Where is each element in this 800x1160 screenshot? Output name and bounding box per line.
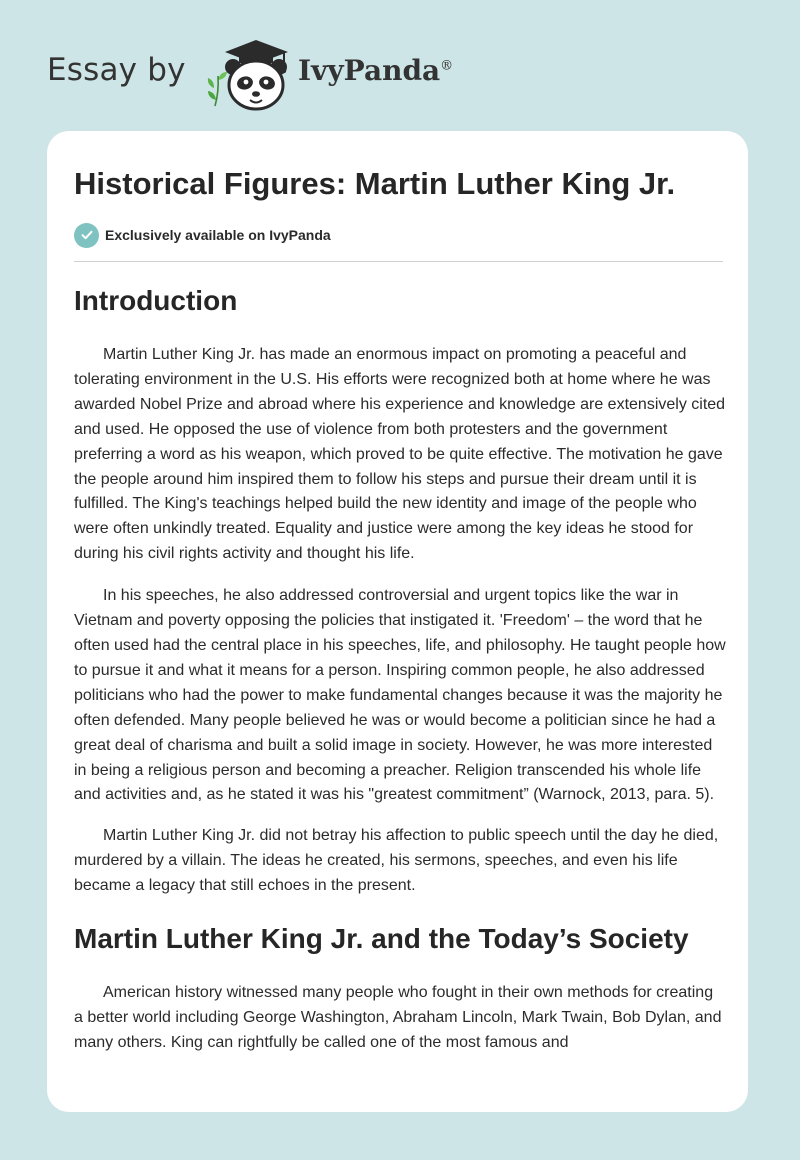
- essay-card: [47, 131, 748, 1112]
- brand-name-text: IvyPanda: [298, 54, 441, 87]
- paragraph: In his speeches, he also addressed controversial and urgent topics like the war in Vietnam and poverty opposing the policies that instigated it. 'Freedom' – the word that he often used had the central place in his speeches, life, and philosophy. He taught people how to pursue it and what it means for a person. Inspiring common people, he also addressed politicians who had the power to make fundamental changes because it was the majority he often defended. Many people believed he was or would become a politician since he had a great deal of charisma and built a solid image in society. However, he was more interested in being a religious person and becoming a preacher. Religion transcended his whole life and activities and, as he stated it was his "greatest commitment” (Warnock, 2013, para. 5).: [74, 587, 726, 804]
- paragraph: American history witnessed many people who fought in their own methods for creating a better world including George Washington, Abraham Lincoln, Mark Twain, Bob Dylan, and many others. King can rightfully be called one of the most famous and: [74, 984, 722, 1051]
- essay-body: [74, 281, 726, 1056]
- check-circle-icon: [74, 223, 99, 248]
- divider: [74, 261, 723, 262]
- paragraph: Martin Luther King Jr. did not betray his affection to public speech until the day he died, murdered by a villain. The ideas he created, his sermons, speeches, and even his life became a legacy that still echoes in the present.: [74, 827, 719, 895]
- exclusive-badge: [74, 222, 331, 248]
- brand-name[interactable]: [298, 54, 453, 87]
- registered-mark: ®: [440, 58, 454, 74]
- panda-graduate-icon[interactable]: [202, 36, 294, 112]
- paragraph: Martin Luther King Jr. has made an enormous impact on promoting a peaceful and tolerating environment in the U.S. His efforts were recognized both at home where he was awarded Nobel Prize and abroad where his experience and knowledge are extensively cited and used. He opposed the use of violence from both protesters and the government preferring a word as his weapon, which proved to be quite effective. The motivation he gave the people around him inspired them to follow his steps and pursue their dream until it is fulfilled. The King's teachings helped build the new identity and image of the people who were often unkindly treated. Equality and justice were among the key ideas he stood for during his civil rights activity and thought his life.: [74, 346, 726, 563]
- page-title: Historical Figures: Martin Luther King Jr.: [74, 166, 676, 201]
- brand-prefix: Essay by: [47, 52, 186, 88]
- section-heading-society: Martin Luther King Jr. and the Today’s Society: [74, 923, 689, 955]
- brand-header: [47, 36, 507, 112]
- section-heading-introduction: Introduction: [74, 285, 238, 316]
- badge-text: Exclusively available on IvyPanda: [105, 227, 331, 243]
